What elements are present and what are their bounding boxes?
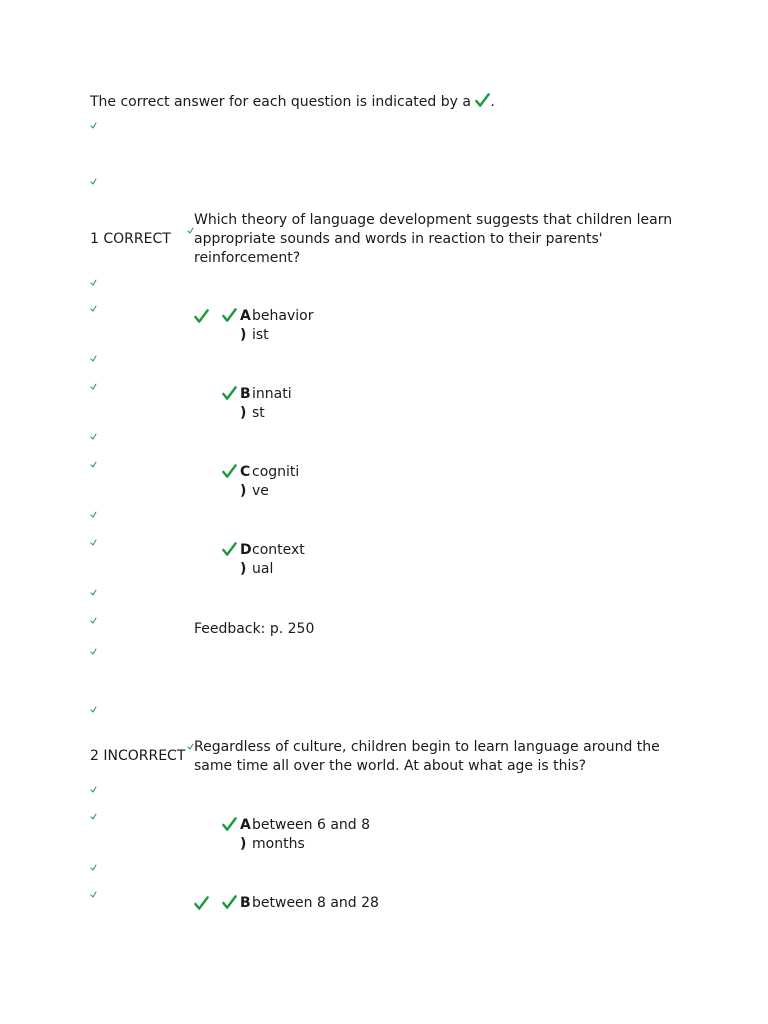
check-mark-icon [222,308,237,323]
question-status: 1 CORRECT [90,231,171,247]
option-paren: ) [240,405,247,421]
option-text-line2: ist [252,327,269,343]
option-letter: C [240,464,251,480]
small-tick-icon [89,648,97,656]
question-text: Regardless of culture, children begin to learn language around the same time all over the world. At about what age is this? [194,739,660,774]
check-mark-icon [222,895,237,910]
check-mark-icon [222,817,237,832]
intro-text: The correct answer for each question is indicated by a [90,94,471,110]
option-text-line1: context [252,542,305,558]
small-tick-icon [89,355,97,363]
option-text-line2: st [252,405,265,421]
option-letter: B [240,386,251,402]
check-mark-icon [475,93,490,108]
option-letter: D [240,542,252,558]
small-tick-icon [89,383,97,391]
small-tick-icon [89,461,97,469]
small-tick-icon [89,433,97,441]
option-text-line1: innati [252,386,292,402]
option-letter: A [240,817,251,833]
option-text-line1: between 8 and 28 [252,895,379,911]
intro-end: . [490,94,495,110]
small-tick-icon [89,617,97,625]
question-text: Which theory of language development suggests that children learn appropriate sounds and words in reaction to their parents' reinforcement? [194,212,673,266]
feedback-text: Feedback: p. 250 [194,621,315,637]
option-paren: ) [240,561,247,577]
selected-answer-check-icon [194,309,209,324]
small-tick-icon [89,511,97,519]
question-status: 2 INCORRECT [90,748,186,764]
option-paren: ) [240,836,247,852]
option-text-line1: between 6 and 8 [252,817,371,833]
small-tick-icon [89,589,97,597]
small-tick-icon [186,743,194,751]
option-text-line1: behavior [252,308,314,324]
check-mark-icon [222,542,237,557]
small-tick-icon [89,279,97,287]
option-letter: A [240,308,251,324]
option-paren: ) [240,327,247,343]
check-mark-icon [222,386,237,401]
option-letter: B [240,895,251,911]
small-tick-icon [89,178,97,186]
small-tick-icon [89,786,97,794]
check-mark-icon [222,464,237,479]
option-text-line2: ual [252,561,274,577]
option-text-line2: ve [252,483,269,499]
selected-answer-check-icon [194,896,209,911]
small-tick-icon [89,813,97,821]
small-tick-icon [186,227,194,235]
small-tick-icon [89,891,97,899]
small-tick-icon [89,305,97,313]
small-tick-icon [89,539,97,547]
option-text-line1: cogniti [252,464,300,480]
small-tick-icon [89,122,97,130]
intro-line [90,93,495,112]
small-tick-icon [89,706,97,714]
option-paren: ) [240,483,247,499]
option-text-line2: months [252,836,305,852]
small-tick-icon [89,864,97,872]
